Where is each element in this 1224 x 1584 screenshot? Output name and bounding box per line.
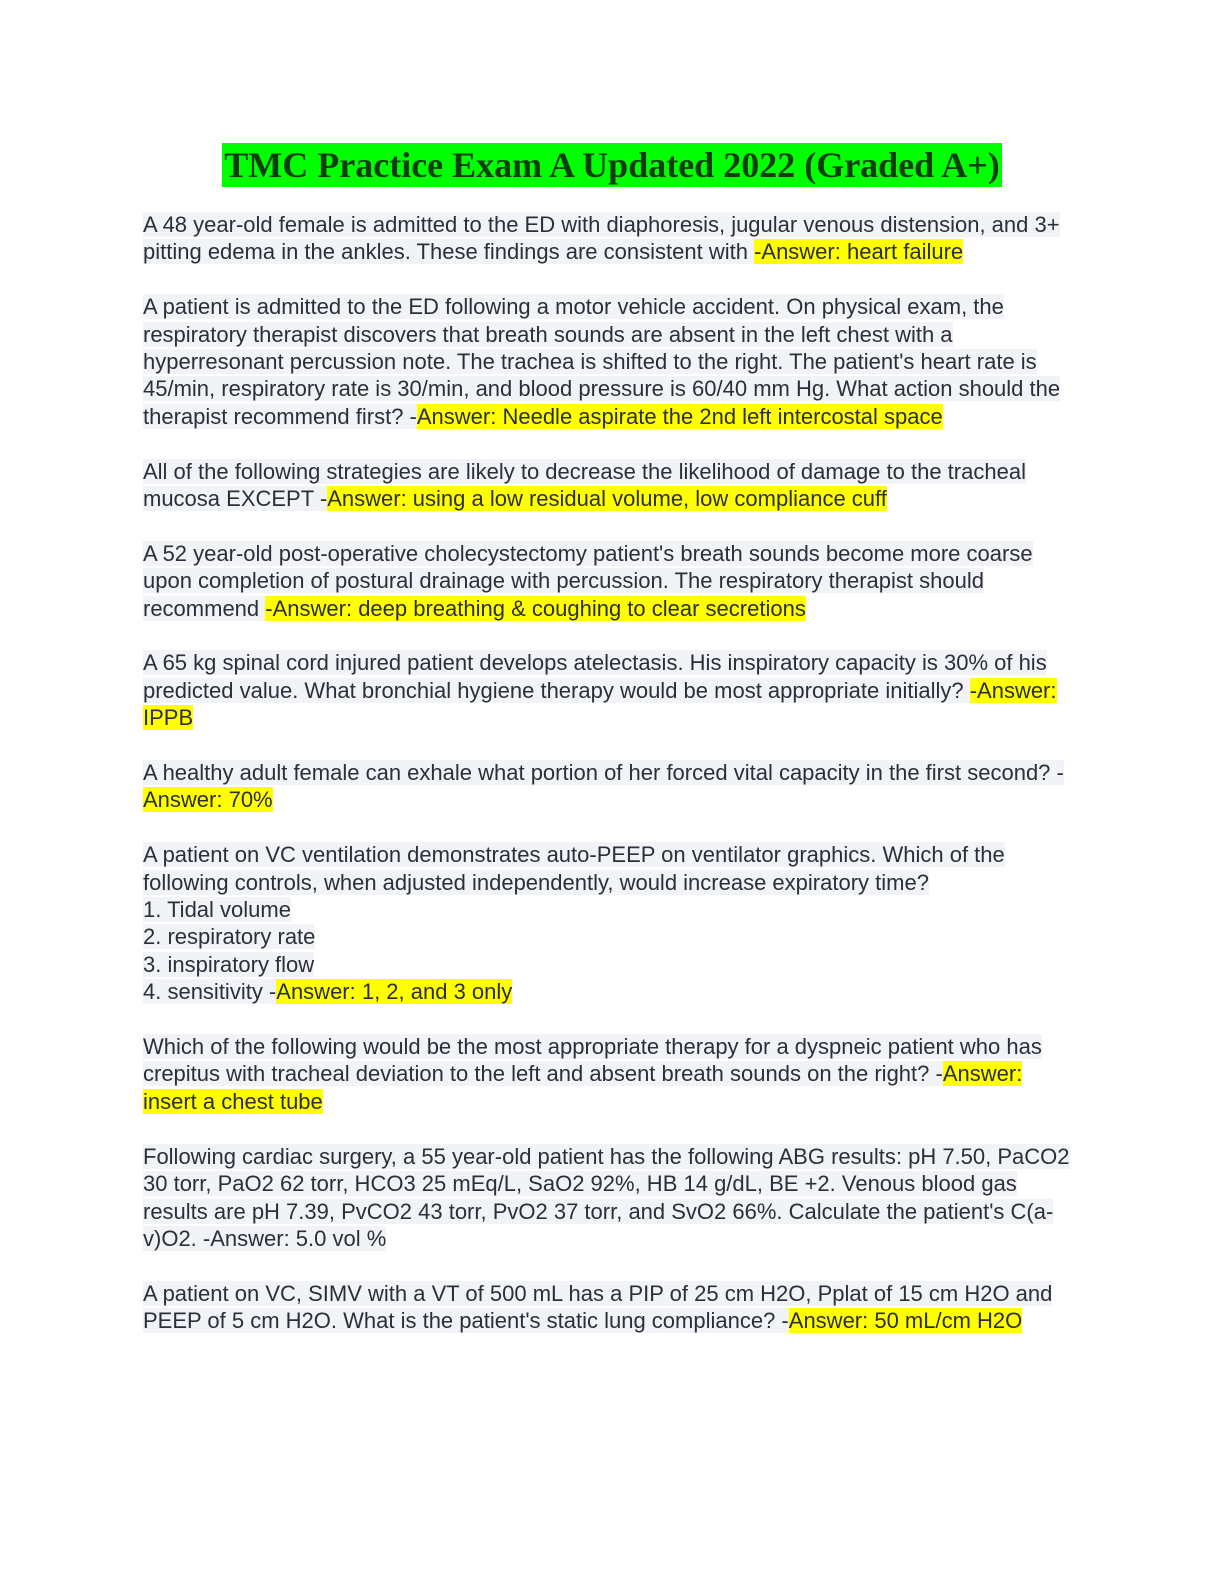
question-item-7 [143, 841, 1078, 1005]
question-item-2 [143, 293, 1078, 430]
answer-text: Answer: 1, 2, and 3 only [276, 979, 513, 1005]
question-text: A 65 kg spinal cord injured patient develops atelectasis. His inspiratory capacity is 30% of his predicted value. What bronchial hygiene therapy would be most appropriate initially? [143, 650, 1047, 703]
answer-text: Answer: Needle aspirate the 2nd left intercostal space [416, 403, 943, 429]
question-list [143, 211, 1078, 1362]
answer-text: Answer: insert a chest tube [143, 1061, 1023, 1114]
question-text: A patient is admitted to the ED following a motor vehicle accident. On physical exam, the respiratory therapist discovers that breath sounds are absent in the left chest with a hyperresonant percussion note. The trachea is shifted to the right. The patient's heart rate is 45/min, respiratory rate is 30/min, and blood pressure is 60/40 mm Hg. What action should the therapist recommend first? - [143, 294, 1061, 429]
question-item-3 [143, 458, 1078, 513]
question-text: Following cardiac surgery, a 55 year-old patient has the following ABG results: pH 7.50, PaCO2 30 torr, PaO2 62 torr, HCO3 25 mEq/L, SaO2 92%, HB 14 g/dL, BE +2. Venous blood gas results are pH 7.39, PvCO2 43 torr, PvO2 37 torr, and SvO2 66%. Calculate the patient's C(a-v)O2. -Answer: 5.0 vol % [143, 1143, 1070, 1251]
question-item-5 [143, 649, 1078, 731]
question-text: All of the following strategies are likely to decrease the likelihood of damage to the tracheal mucosa EXCEPT - [143, 458, 1026, 512]
answer-text: Answer: using a low residual volume, low compliance cuff [327, 486, 887, 512]
question-text: Which of the following would be the most appropriate therapy for a dyspneic patient who has crepitus with tracheal deviation to the left and absent breath sounds on the right? - [143, 1034, 1042, 1087]
question-item-6 [143, 759, 1078, 814]
answer-text: Answer: 50 mL/cm H2O [788, 1308, 1023, 1334]
question-text: A patient on VC ventilation demonstrates auto-PEEP on ventilator graphics. Which of the following controls, when adjusted independently, would increase expiratory time? [143, 842, 1005, 895]
answer-text: -Answer: IPPB [143, 677, 1057, 731]
answer-text: -Answer: heart failure [754, 239, 964, 265]
title-container [0, 143, 1224, 187]
option-item [143, 896, 1078, 923]
option-text: 1. Tidal volume [143, 897, 291, 923]
option-item [143, 951, 1078, 978]
option-text: 2. respiratory rate [143, 924, 316, 950]
answer-text: Answer: 70% [143, 787, 273, 813]
question-text: A 48 year-old female is admitted to the ED with diaphoresis, jugular venous distension, and 3+ pitting edema in the ankles. These findings are consistent with [143, 212, 1060, 265]
question-item-9 [143, 1143, 1078, 1253]
question-item-4 [143, 540, 1078, 622]
question-item-8 [143, 1033, 1078, 1115]
question-text: A healthy adult female can exhale what portion of her forced vital capacity in the first second? - [143, 760, 1064, 786]
option-item [143, 978, 1078, 1005]
answer-text: -Answer: deep breathing & coughing to clear secretions [265, 595, 806, 621]
question-text: A 52 year-old post-operative cholecystectomy patient's breath sounds become more coarse upon completion of postural drainage with percussion. The respiratory therapist should recommend [143, 540, 1033, 621]
option-item [143, 923, 1078, 950]
option-text: 3. inspiratory flow [143, 951, 315, 977]
question-item-1 [143, 211, 1078, 266]
question-text: A patient on VC, SIMV with a VT of 500 mL has a PIP of 25 cm H2O, Pplat of 15 cm H2O and PEEP of 5 cm H2O. What is the patient's static lung compliance? - [143, 1280, 1053, 1334]
option-text: 4. sensitivity - [143, 979, 277, 1005]
document-title: TMC Practice Exam A Updated 2022 (Graded A+) [224, 145, 1000, 185]
question-item-10 [143, 1280, 1078, 1335]
